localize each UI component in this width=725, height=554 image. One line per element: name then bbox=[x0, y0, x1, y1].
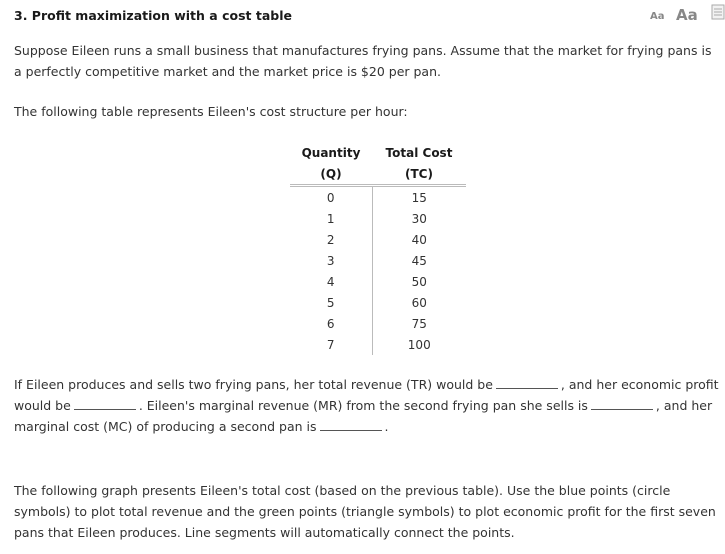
question-title: 3. Profit maximization with a cost table bbox=[14, 8, 292, 23]
question-text-4: , and her marginal cost (MC) of producing a second pan is bbox=[14, 398, 713, 434]
intro-paragraph: Suppose Eileen runs a small business that manufactures frying pans. Assume that the market for frying pans is a perfectly competitive market and the market price is $20 per pan. bbox=[14, 43, 712, 79]
quantity-cell: 4 bbox=[290, 271, 372, 292]
increase-font-button[interactable]: Aa bbox=[676, 6, 698, 24]
mr-answer-blank[interactable] bbox=[591, 397, 653, 410]
total-cost-cell: 30 bbox=[411, 211, 427, 226]
quantity-cell: 5 bbox=[290, 292, 372, 313]
table-row bbox=[290, 271, 466, 292]
question-paragraph bbox=[14, 374, 719, 437]
table-row bbox=[290, 229, 466, 250]
cost-table bbox=[290, 142, 466, 355]
quantity-cell: 6 bbox=[290, 313, 372, 334]
decrease-font-button[interactable]: Aa bbox=[650, 11, 665, 22]
question-text-5: . bbox=[384, 419, 389, 434]
total-cost-cell: 100 bbox=[407, 337, 431, 352]
profit-answer-blank[interactable] bbox=[74, 397, 136, 410]
table-row bbox=[290, 208, 466, 229]
table-row bbox=[290, 292, 466, 313]
quantity-cell: 3 bbox=[290, 250, 372, 271]
quantity-cell: 2 bbox=[290, 229, 372, 250]
mc-answer-blank[interactable] bbox=[320, 418, 382, 431]
graph-intro-paragraph: The following graph presents Eileen's total cost (based on the previous table). Use the blue points (circle symbols) to plot total revenue and the green points (triangle symbols) to plot economic profit for the first seven pans that Eileen produces. Line segments will automatically connect the points. bbox=[14, 483, 716, 540]
question-text-3: . Eileen's marginal revenue (MR) from the second frying pan she sells is bbox=[138, 398, 588, 413]
table-row bbox=[290, 186, 466, 209]
total-cost-cell: 40 bbox=[411, 232, 427, 247]
total-cost-cell: 75 bbox=[411, 316, 427, 331]
quantity-unit-header: (Q) bbox=[290, 163, 372, 186]
quantity-header: Quantity bbox=[301, 145, 361, 160]
quantity-cell: 0 bbox=[290, 186, 372, 209]
table-intro: The following table represents Eileen's cost structure per hour: bbox=[14, 104, 408, 119]
total-cost-unit-header: (TC) bbox=[372, 163, 466, 186]
document-icon[interactable] bbox=[711, 4, 725, 20]
quantity-cell: 1 bbox=[290, 208, 372, 229]
quantity-cell: 7 bbox=[290, 334, 372, 355]
question-header bbox=[0, 0, 725, 30]
total-cost-cell: 60 bbox=[411, 295, 427, 310]
table-row bbox=[290, 334, 466, 355]
table-row bbox=[290, 313, 466, 334]
question-text-1: If Eileen produces and sells two frying pans, her total revenue (TR) would be bbox=[14, 377, 493, 392]
total-cost-cell: 15 bbox=[411, 190, 427, 205]
tr-answer-blank[interactable] bbox=[496, 376, 558, 389]
total-cost-header: Total Cost bbox=[385, 145, 453, 160]
total-cost-cell: 45 bbox=[411, 253, 427, 268]
total-cost-cell: 50 bbox=[411, 274, 427, 289]
table-row bbox=[290, 250, 466, 271]
question-text-2: , and her economic profit would be bbox=[14, 377, 719, 413]
